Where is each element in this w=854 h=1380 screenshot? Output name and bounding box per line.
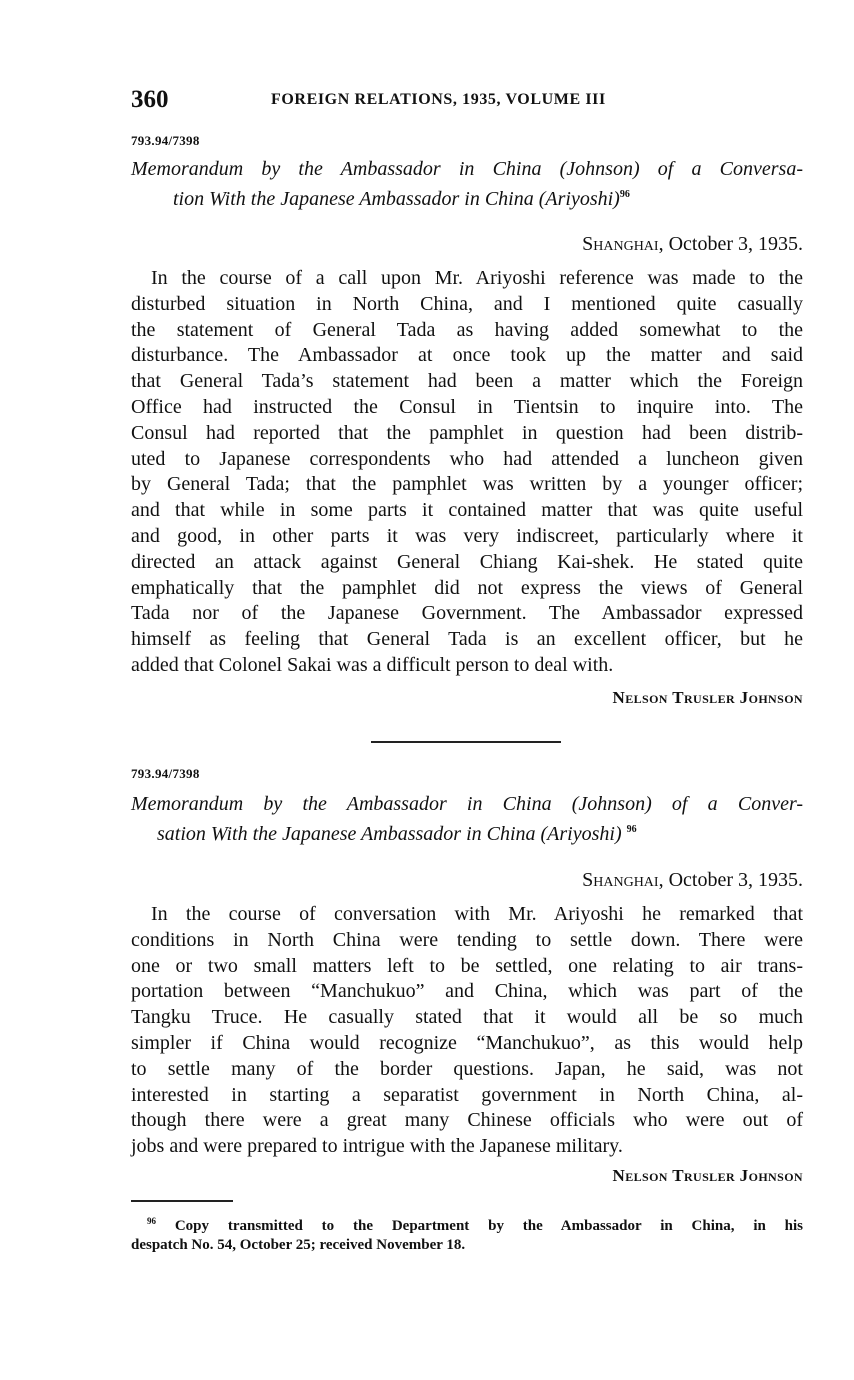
body-line: by General Tada; that the pamphlet was written by a younger officer; bbox=[131, 473, 803, 496]
file-number: 793.94/7398 bbox=[131, 766, 200, 781]
body-line: simpler if China would recognize “Manchukuo”, as this would help bbox=[131, 1031, 803, 1054]
running-head: FOREIGN RELATIONS, 1935, VOLUME III bbox=[271, 91, 606, 108]
dateline-date: October 3, 1935. bbox=[668, 233, 803, 255]
body-line: Consul had reported that the pamphlet in question had been distrib- bbox=[131, 421, 803, 444]
body-line: disturbed situation in North China, and I mentioned quite casually bbox=[131, 292, 803, 315]
dateline-date: October 3, 1935. bbox=[668, 869, 803, 891]
body-line: himself as feeling that General Tada is an excellent officer, but he bbox=[131, 628, 803, 651]
body-line: directed an attack against General Chiang Kai-shek. He stated quite bbox=[131, 550, 803, 573]
body-line: added that Colonel Sakai was a difficult person to deal with. bbox=[131, 653, 614, 676]
document-title bbox=[131, 157, 803, 212]
dateline-place: Shanghai, bbox=[582, 233, 664, 255]
body-line: and that while in some parts it contained matter that was quite useful bbox=[131, 499, 803, 522]
footnote-ref: 96 bbox=[626, 824, 637, 835]
footnote-line: despatch No. 54, October 25; received November 18. bbox=[131, 1237, 466, 1253]
signature: Nelson Trusler Johnson bbox=[612, 1166, 803, 1185]
title-line: sation With the Japanese Ambassador in China (Ariyoshi) $^{96}$ bbox=[157, 823, 637, 845]
body-line: interested in starting a separatist government in North China, al- bbox=[131, 1083, 803, 1106]
body-line: though there were a great many Chinese officials who were out of bbox=[131, 1109, 803, 1132]
page-header bbox=[131, 86, 803, 116]
dateline bbox=[582, 233, 803, 256]
body-line: Tada nor of the Japanese Government. The Ambassador expressed bbox=[131, 602, 803, 625]
body-line: one or two small matters left to be settled, one relating to air trans- bbox=[131, 954, 803, 977]
file-number: 793.94/7398 bbox=[131, 133, 200, 148]
footnote-marker: 96 bbox=[147, 1216, 156, 1226]
body-line: to settle many of the border questions. Japan, he said, was not bbox=[131, 1057, 803, 1080]
body-line: portation between “Manchukuo” and China, which was part of the bbox=[131, 980, 803, 1003]
body-line: conditions in North China were tending to settle down. There were bbox=[131, 928, 803, 951]
body-line: that General Tada’s statement had been a matter which the Foreign bbox=[131, 370, 803, 393]
dateline-place: Shanghai, bbox=[582, 869, 664, 891]
memorandum-body bbox=[131, 902, 803, 1160]
signature: Nelson Trusler Johnson bbox=[612, 688, 803, 707]
body-line: emphatically that the pamphlet did not express the views of General bbox=[131, 576, 803, 599]
footnote bbox=[131, 1212, 803, 1255]
body-line: In the course of a call upon Mr. Ariyoshi reference was made to the bbox=[151, 267, 803, 289]
document-title bbox=[131, 792, 803, 847]
body-line: Office had instructed the Consul in Tientsin to inquire into. The bbox=[131, 395, 803, 418]
body-line: and good, in other parts it was very indiscreet, particularly where it bbox=[131, 524, 803, 547]
body-line: the statement of General Tada as having added somewhat to the bbox=[131, 318, 803, 341]
body-line: jobs and were prepared to intrigue with the Japanese military. bbox=[131, 1135, 623, 1158]
body-line: In the course of conversation with Mr. Ariyoshi he remarked that bbox=[151, 903, 803, 925]
body-line: Tangku Truce. He casually stated that it would all be so much bbox=[131, 1006, 803, 1029]
title-line: tion With the Japanese Ambassador in China (Ariyoshi)$^{96}$ bbox=[173, 188, 630, 210]
title-line: Memorandum by the Ambassador in China (Johnson) of a Conver- bbox=[131, 793, 803, 815]
memorandum-body bbox=[131, 266, 803, 679]
body-line: uted to Japanese correspondents who had attended a luncheon given bbox=[131, 447, 803, 470]
title-line: Memorandum by the Ambassador in China (Johnson) of a Conversa- bbox=[131, 158, 803, 180]
footnote-rule bbox=[131, 1200, 233, 1202]
page-number: 360 bbox=[131, 86, 169, 113]
section-divider bbox=[371, 741, 561, 743]
dateline bbox=[582, 869, 803, 892]
body-line: disturbance. The Ambassador at once took up the matter and said bbox=[131, 344, 803, 367]
footnote-ref: 96 bbox=[619, 189, 630, 200]
footnote-line: $^{96}$ Copy transmitted to the Department by the Ambassador in China, in his bbox=[147, 1216, 804, 1234]
